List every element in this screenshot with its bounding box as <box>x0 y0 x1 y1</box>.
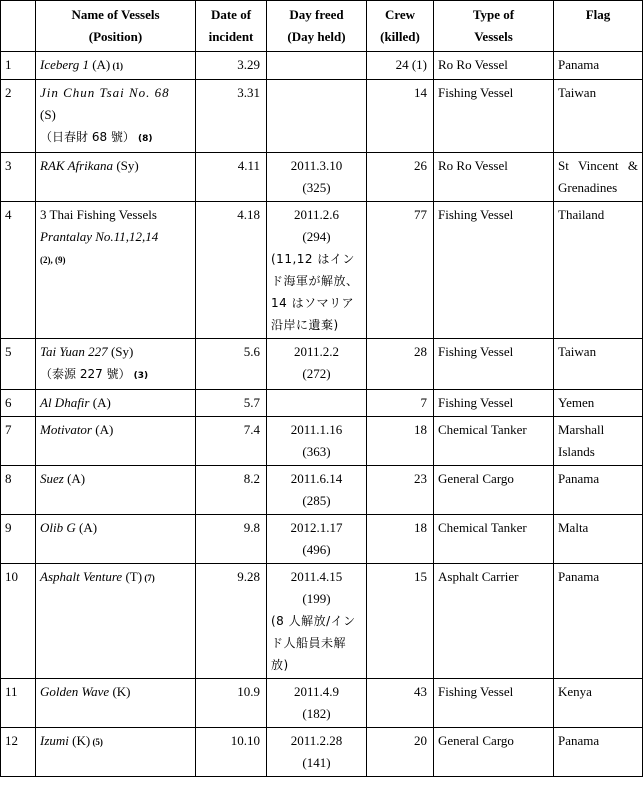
table-row <box>1 728 643 777</box>
day-freed-cell <box>267 52 367 80</box>
flag-cell: Kenya <box>554 679 643 728</box>
vessel-name-cell: Iceberg 1 (A) (1) <box>36 52 196 80</box>
flag-cell: Panama <box>554 52 643 80</box>
crew-count: 20 <box>367 728 434 777</box>
vessel-type: Fishing Vessel <box>434 80 554 153</box>
flag-cell: Marshall Islands <box>554 417 643 466</box>
day-freed-cell: 2011.2.2 (272) <box>267 339 367 390</box>
flag-cell: Taiwan <box>554 80 643 153</box>
vessel-type: Fishing Vessel <box>434 339 554 390</box>
incident-date: 3.29 <box>196 52 267 80</box>
table-row <box>1 52 643 80</box>
row-number: 1 <box>1 52 36 80</box>
incident-date: 8.2 <box>196 466 267 515</box>
row-number: 10 <box>1 564 36 679</box>
row-number: 4 <box>1 202 36 339</box>
vessel-name-cell: Motivator (A) <box>36 417 196 466</box>
vessel-name-cell: Golden Wave (K) <box>36 679 196 728</box>
incident-date: 7.4 <box>196 417 267 466</box>
release-note: (11,12 はインド海軍が解放、14 はソマリア沿岸に遺棄) <box>271 252 359 332</box>
vessel-type: Chemical Tanker <box>434 417 554 466</box>
table-row <box>1 564 643 679</box>
flag-cell: Panama <box>554 564 643 679</box>
day-freed-cell: 2011.2.6 (294) (11,12 はインド海軍が解放、14 はソマリア沿岸に遺棄) <box>267 202 367 339</box>
header-no <box>1 1 36 52</box>
row-number: 11 <box>1 679 36 728</box>
vessel-name-cell: Tai Yuan 227 (Sy) （泰源 227 號） (3) <box>36 339 196 390</box>
table-row <box>1 679 643 728</box>
vessel-type: Fishing Vessel <box>434 202 554 339</box>
vessel-type: Asphalt Carrier <box>434 564 554 679</box>
crew-count: 24 (1) <box>367 52 434 80</box>
day-freed-cell: 2011.1.16 (363) <box>267 417 367 466</box>
crew-count: 26 <box>367 153 434 202</box>
vessel-type: Chemical Tanker <box>434 515 554 564</box>
flag-cell: Thailand <box>554 202 643 339</box>
vessel-type: Ro Ro Vessel <box>434 153 554 202</box>
table-row <box>1 153 643 202</box>
crew-count: 18 <box>367 417 434 466</box>
incident-date: 9.8 <box>196 515 267 564</box>
row-number: 3 <box>1 153 36 202</box>
crew-count: 15 <box>367 564 434 679</box>
vessel-name-cell: Izumi (K) (5) <box>36 728 196 777</box>
vessel-type: Fishing Vessel <box>434 390 554 417</box>
header-row <box>1 1 643 52</box>
header-crew: Crew (killed) <box>367 1 434 52</box>
crew-count: 28 <box>367 339 434 390</box>
incident-date: 10.10 <box>196 728 267 777</box>
incident-date: 4.11 <box>196 153 267 202</box>
table-row <box>1 80 643 153</box>
header-date: Date of incident <box>196 1 267 52</box>
header-flag: Flag <box>554 1 643 52</box>
day-freed-cell <box>267 390 367 417</box>
vessel-name-cell: Asphalt Venture (T) (7) <box>36 564 196 679</box>
vessel-type: General Cargo <box>434 728 554 777</box>
table-row <box>1 390 643 417</box>
day-freed-cell: 2011.2.28 (141) <box>267 728 367 777</box>
header-freed: Day freed (Day held) <box>267 1 367 52</box>
crew-count: 23 <box>367 466 434 515</box>
row-number: 8 <box>1 466 36 515</box>
vessel-type: Fishing Vessel <box>434 679 554 728</box>
vessel-name-cell: Jin Chun Tsai No. 68 (S) （日春財 68 號） (8) <box>36 80 196 153</box>
incident-date: 10.9 <box>196 679 267 728</box>
vessel-name-cell: Al Dhafir (A) <box>36 390 196 417</box>
flag-cell: Malta <box>554 515 643 564</box>
day-freed-cell: 2012.1.17 (496) <box>267 515 367 564</box>
day-freed-cell: 2011.6.14 (285) <box>267 466 367 515</box>
row-number: 9 <box>1 515 36 564</box>
flag-cell: Panama <box>554 728 643 777</box>
table-row <box>1 515 643 564</box>
day-freed-cell: 2011.3.10 (325) <box>267 153 367 202</box>
crew-count: 77 <box>367 202 434 339</box>
table-row <box>1 417 643 466</box>
vessel-name-cell: Suez (A) <box>36 466 196 515</box>
row-number: 12 <box>1 728 36 777</box>
day-freed-cell: 2011.4.15 (199) (8 人解放/インド人船員未解放) <box>267 564 367 679</box>
crew-count: 18 <box>367 515 434 564</box>
crew-count: 43 <box>367 679 434 728</box>
table-row <box>1 339 643 390</box>
incident-date: 5.7 <box>196 390 267 417</box>
row-number: 5 <box>1 339 36 390</box>
flag-cell: St Vincent & Grenadines <box>554 153 643 202</box>
day-freed-cell: 2011.4.9 (182) <box>267 679 367 728</box>
row-number: 7 <box>1 417 36 466</box>
vessel-type: General Cargo <box>434 466 554 515</box>
release-note: (8 人解放/インド人船員未解放) <box>271 614 356 672</box>
row-number: 2 <box>1 80 36 153</box>
vessel-name-cell: 3 Thai Fishing Vessels Prantalay No.11,12,14 (2), (9) <box>36 202 196 339</box>
day-freed-cell <box>267 80 367 153</box>
incident-date: 9.28 <box>196 564 267 679</box>
flag-cell: Taiwan <box>554 339 643 390</box>
flag-cell: Panama <box>554 466 643 515</box>
header-name: Name of Vessels (Position) <box>36 1 196 52</box>
crew-count: 7 <box>367 390 434 417</box>
vessel-name-cell: Olib G (A) <box>36 515 196 564</box>
incident-date: 4.18 <box>196 202 267 339</box>
table-row <box>1 202 643 339</box>
table-row <box>1 466 643 515</box>
header-type: Type of Vessels <box>434 1 554 52</box>
vessel-name-cell: RAK Afrikana (Sy) <box>36 153 196 202</box>
vessel-type: Ro Ro Vessel <box>434 52 554 80</box>
crew-count: 14 <box>367 80 434 153</box>
incident-date: 3.31 <box>196 80 267 153</box>
flag-cell: Yemen <box>554 390 643 417</box>
incident-date: 5.6 <box>196 339 267 390</box>
row-number: 6 <box>1 390 36 417</box>
